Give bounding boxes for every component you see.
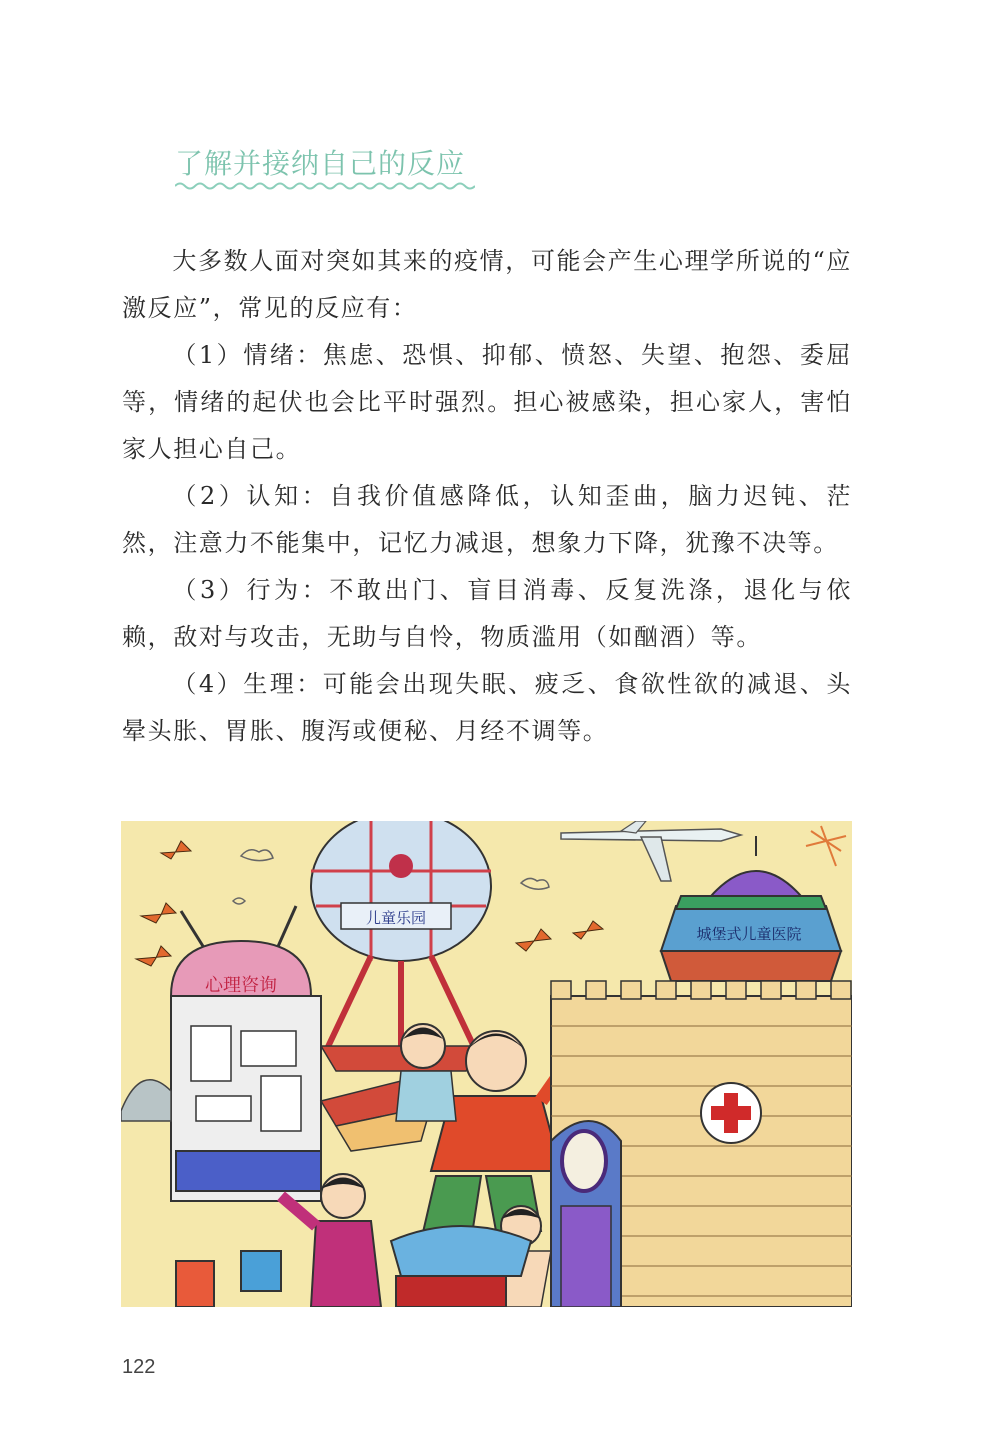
title-wavy-underline <box>175 180 475 192</box>
paragraph-behavior: （3）行为：不敢出门、盲目消毒、反复洗涤，退化与依赖，敌对与攻击，无助与自怜，物质滥用（如酗酒）等。 <box>122 576 852 651</box>
paragraph-emotion: （1）情绪：焦虑、恐惧、抑郁、愤怒、失望、抱怨、委屈等，情绪的起伏也会比平时强烈。担心被感染，担心家人，害怕家人担心自己。 <box>122 341 852 463</box>
castle-sign: 城堡式儿童医院 <box>696 925 802 943</box>
section-title: 了解并接纳自己的反应 <box>175 147 466 180</box>
paragraph-intro: 大多数人面对突如其来的疫情，可能会产生心理学所说的“应激反应”，常见的反应有： <box>122 247 852 322</box>
body-text <box>122 238 852 755</box>
counseling-sign: 心理咨询 <box>205 975 277 996</box>
page-number: 122 <box>122 1356 156 1378</box>
paragraph-physiology: （4）生理：可能会出现失眠、疲乏、食欲性欲的减退、头晕头胀、胃胀、腹泻或便秘、月经不调等。 <box>122 670 852 745</box>
children-drawing-illustration <box>121 821 852 1307</box>
balloon-sign: 儿童乐园 <box>365 909 427 927</box>
paragraph-cognition: （2）认知：自我价值感降低，认知歪曲，脑力迟钝、茫然，注意力不能集中，记忆力减退，想象力下降，犹豫不决等。 <box>122 482 852 557</box>
